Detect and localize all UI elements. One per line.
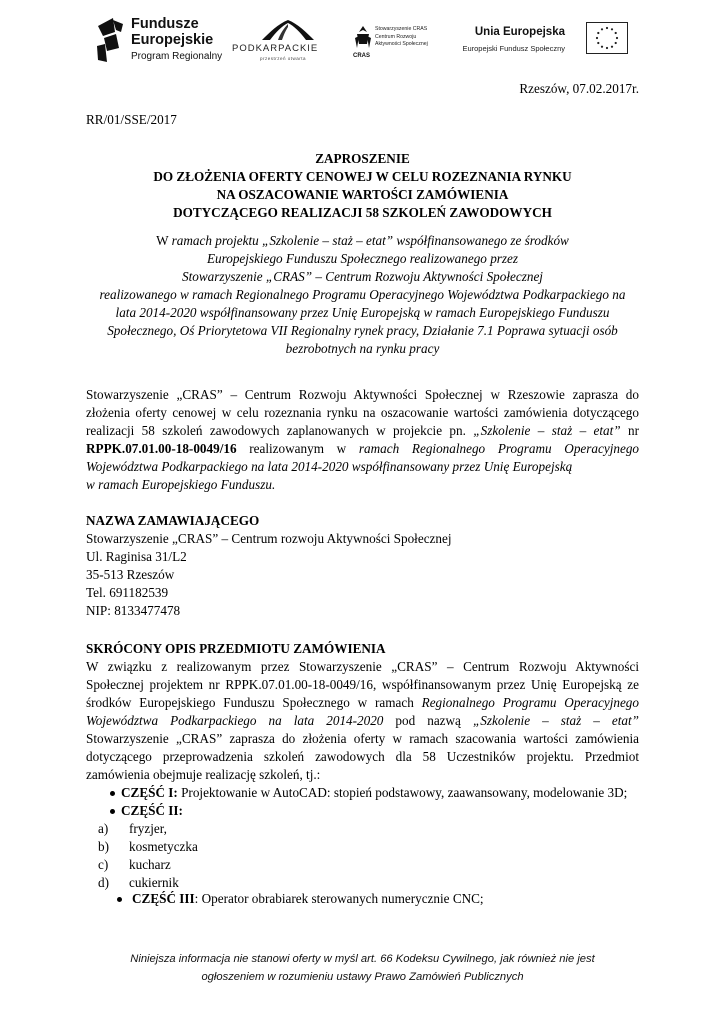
part2-label: CZĘŚĆ II: [121,803,183,818]
p1-line3b: „Szkolenie – staż – etat” [473,423,621,438]
desc-heading: SKRÓCONY OPIS PRZEDMIOTU ZAMÓWIENIA [86,641,386,656]
sub-marker-c: c) [98,857,109,872]
contractor-heading: NAZWA ZAMAWIAJĄCEGO [86,513,260,528]
reference-number: RR/01/SSE/2017 [86,112,177,127]
fe-line2: Europejskie [131,32,214,48]
intro-line4: realizowanego w ramach Regionalnego Programu Operacyjnego Województwa Podkarpackiego na [99,287,626,302]
desc-line3 [86,694,639,712]
ue-title: Unia Europejska [474,26,565,38]
ue-logo [455,22,640,62]
header-logos [0,0,725,80]
part1-item [121,784,627,802]
cras-logo [353,20,448,70]
document-date: Rzeszów, 07.02.2017r. [519,81,639,96]
title-line3: NA OSZACOWANIE WARTOŚCI ZAMÓWIENIA [216,187,509,202]
bullet-icon [110,791,115,796]
sub-item-c: kucharz [129,857,171,872]
title-line1: ZAPROSZENIE [315,151,410,166]
podkarpackie-tagline: przestrzeń otwarta [260,56,307,61]
cras-emblem-icon [353,24,373,52]
sub-item-a: fryzjer, [129,821,167,836]
p1-line3c: nr [620,423,639,438]
intro-line2: Europejskiego Funduszu Społecznego realizowanego przez [206,251,519,266]
eu-flag-icon [586,22,628,54]
desc-line7: zamówienia obejmuje realizację szkoleń, tj.: [86,767,321,782]
intro-line1 [0,232,725,250]
intro-line3: Stowarzyszenie „CRAS” – Centrum Rozwoju Aktywności Społecznej [182,269,543,284]
fe-line1: Fundusze [131,16,199,32]
p1-line2: złożenia oferty cenowej w celu rozeznania rynku na oszacowanie wartości zamówienia dotyczącego [86,405,639,420]
cras-line2: Centrum Rozwoju [375,33,417,40]
contractor-nip: NIP: 8133477478 [86,603,181,618]
title-line2: DO ZŁOŻENIA OFERTY CENOWEJ W CELU ROZEZNANIA RYNKU [153,169,572,184]
desc-line3a: środków Europejskiego Funduszu Społecznego w ramach [86,695,422,710]
podkarpackie-wave-icon [248,18,328,42]
desc-line2: Społecznej projektem nr RPPK.07.01.00-18-0049/16, współfinansowanym przez Unię Europejską ze [86,677,639,692]
sub-marker-d: d) [98,875,109,890]
cras-short: CRAS [353,53,371,59]
contractor-city: 35-513 Rzeszów [86,567,175,582]
p1-line5: Województwa Podkarpackiego na lata 2014-2020 współfinansowany przez Unię Europejską [86,459,573,474]
p1-project-number: RPPK.07.01.00-18-0049/16 [86,441,237,456]
p1-line1: Stowarzyszenie „CRAS” – Centrum Rozwoju Aktywności Społecznej w Rzeszowie zaprasza do [86,387,639,402]
contractor-street: Ul. Raginisa 31/L2 [86,549,187,564]
fe-line3: Program Regionalny [131,51,223,62]
p1-line4c: ramach Regionalnego Programu Operacyjnego [358,441,640,456]
cras-line1: Stowarzyszenie CRAS [375,26,428,32]
cras-text [375,26,428,49]
part3-label: CZĘŚĆ III [132,891,195,906]
desc-line4a: Województwa Podkarpackiego na lata 2014-2020 [86,713,384,728]
title-line4: DOTYCZĄCEGO REALIZACJI 58 SZKOLEŃ ZAWODOWYCH [173,205,552,220]
p1-line4 [86,440,639,458]
contractor-name: Stowarzyszenie „CRAS” – Centrum rozwoju Aktywności Społecznej [86,531,452,546]
podkarpackie-name: PODKARPACKIE [232,43,319,54]
desc-line6: dotyczącego przeprowadzenia szkoleń zawodowych dla 58 Uczestników projektu. Przedmiot [86,749,639,764]
p1-line3a: realizacji 58 szkoleń zawodowych zaplanowanych w projekcie pn. [86,423,474,438]
desc-line4c: „Szkolenie – staż – etat” [472,713,639,728]
footer-line2: ogłoszeniem w rozumieniu ustawy Prawo Zamówień Publicznych [201,971,524,983]
footer-line1: Niniejsza informacja nie stanowi oferty w myśl art. 66 Kodeksu Cywilnego, jak również nie jest [130,953,595,965]
p1-line3 [86,422,639,440]
p1-line6: w ramach Europejskiego Funduszu. [86,477,276,492]
intro-line1-text: ramach projektu „Szkolenie – staż – etat” współfinansowanego ze środków [171,233,569,248]
part3-item [132,890,484,908]
intro-line6: Społecznego, Oś Priorytetowa VII Regionalny rynek pracy, Działanie 7.1 Poprawa sytuacji osób [107,323,618,338]
part1-text: Projektowanie w AutoCAD: stopień podstawowy, zaawansowany, modelowanie 3D; [177,785,628,800]
cras-line3: Aktywności Społecznej [375,41,428,47]
fe-flag-icon [95,18,125,62]
part1-label: CZĘŚĆ I: [121,785,178,800]
ue-subtitle: Europejski Fundusz Społeczny [462,44,565,53]
sub-marker-a: a) [98,821,109,836]
desc-line5: Stowarzyszenie „CRAS” zaprasza do złożenia oferty w ramach szacowania wartości zamówienia [86,731,639,746]
bullet-icon [117,897,122,902]
contractor-phone: Tel. 691182539 [86,585,169,600]
desc-line4 [86,712,639,730]
sub-item-d: cukiernik [129,875,179,890]
sub-marker-b: b) [98,839,109,854]
intro-line1-w: W [156,233,172,248]
desc-line3b: Regionalnego Programu Operacyjnego [421,695,639,710]
part3-text: : Operator obrabiarek sterowanych numerycznie CNC; [194,891,484,906]
bullet-icon [110,809,115,814]
fundusze-europejskie-logo [95,16,223,68]
podkarpackie-logo [230,18,345,66]
intro-line7: bezrobotnych na rynku pracy [285,341,440,356]
desc-line1: W związku z realizowanym przez Stowarzyszenie „CRAS” – Centrum Rozwoju Aktywności [86,659,639,674]
desc-line4b: pod nazwą [383,713,473,728]
p1-line4b: realizowanym w [236,441,359,456]
intro-line5: lata 2014-2020 współfinansowany przez Unię Europejską w ramach Europejskiego Funduszu [115,305,610,320]
sub-item-b: kosmetyczka [129,839,198,854]
